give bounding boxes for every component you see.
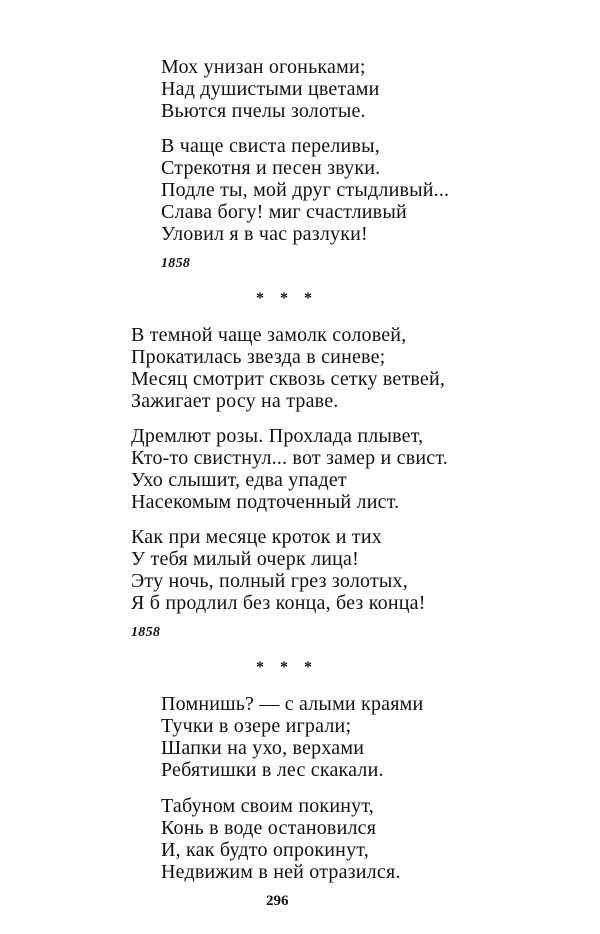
poem-2-line-7: Ухо слышит, едва упадет [131, 469, 347, 491]
poem-2-line-9: Как при месяце кроток и тих [131, 526, 382, 548]
poem-3-line-8: Недвижим в ней отразился. [161, 861, 401, 883]
poem-1-line-4: В чаще свиста переливы, [161, 135, 380, 157]
poem-1-line-3: Вьются пчелы золотые. [161, 100, 366, 122]
poem-2-line-2: Прокатилась звезда в синеве; [131, 346, 386, 368]
poem-3-line-6: Конь в воде остановился [161, 817, 377, 839]
poem-3-line-1: Помнишь? — с алыми краями [161, 693, 424, 715]
poem-1-line-1: Мох унизан огоньками; [161, 56, 366, 78]
poem-3-line-4: Ребятишки в лес скакали. [161, 759, 384, 781]
poem-2-line-5: Дремлют розы. Прохлада плывет, [131, 425, 424, 447]
poem-1-line-5: Стрекотня и песен звуки. [161, 157, 381, 179]
poem-2-line-11: Эту ночь, полный грез золотых, [131, 570, 408, 592]
poem-2-line-1: В темной чаще замолк соловей, [131, 324, 407, 346]
poem-1-year: 1858 [161, 256, 191, 271]
poem-3-line-7: И, как будто опрокинут, [161, 839, 369, 861]
poem-1-line-8: Уловил я в час разлуки! [161, 223, 368, 245]
poem-2-line-8: Насекомым подточенный лист. [131, 491, 400, 513]
poem-1-line-2: Над душистыми цветами [161, 78, 380, 100]
poem-3-line-5: Табуном своим покинут, [161, 795, 374, 817]
poem-2-line-12: Я б продлил без конца, без конца! [131, 592, 426, 614]
separator-1: * * * [256, 290, 318, 307]
poem-3-line-2: Тучки в озере играли; [161, 715, 352, 737]
poem-2-year: 1858 [131, 625, 161, 640]
poem-3-line-3: Шапки на ухо, верхами [161, 737, 365, 759]
page-number: 296 [266, 893, 289, 909]
poem-2-line-10: У тебя милый очерк лица! [131, 548, 359, 570]
separator-2: * * * [256, 659, 318, 676]
poem-2-line-3: Месяц смотрит сквозь сетку ветвей, [131, 368, 446, 390]
poem-2-line-6: Кто-то свистнул... вот замер и свист. [131, 447, 448, 469]
poem-1-line-7: Слава богу! миг счастливый [161, 201, 407, 223]
poem-1-line-6: Подле ты, мой друг стыдливый... [161, 179, 450, 201]
poem-2-line-4: Зажигает росу на траве. [131, 390, 339, 412]
